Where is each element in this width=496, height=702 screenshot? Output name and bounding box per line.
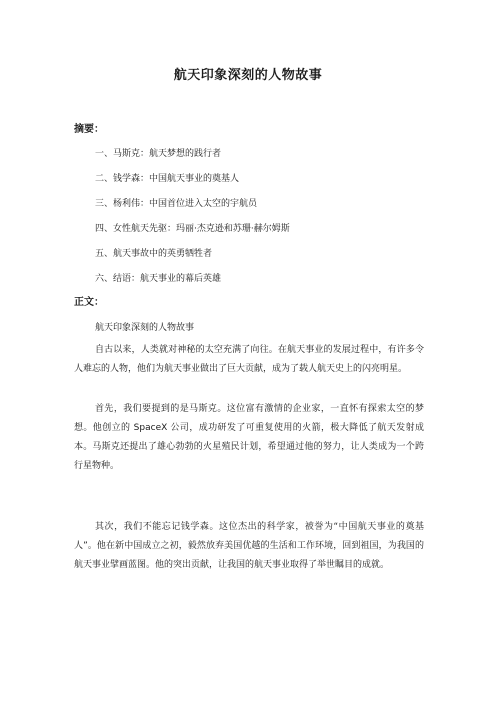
body-paragraph: 自古以来，人类就对神秘的太空充满了向往。在航天事业的发展过程中，有许多令人难忘的人物，他们为航天事业做出了巨大贡献，成为了载人航天史上的闪亮明星。: [74, 345, 424, 374]
body-paragraph: 首先，我们要提到的是马斯克。这位富有激情的企业家，一直怀有探索太空的梦想。他创立的 SpaceX 公司，成功研发了可重复使用的火箭，极大降低了航天发射成本。马斯克还提出了雄心勃勃的火星殖民计划，希望通过他的努力，让人类成为一个跨行星物种。: [74, 404, 424, 471]
body-paragraph: 其次，我们不能忘记钱学森。这位杰出的科学家，被誉为“中国航天事业的奠基人”。他在新中国成立之初，毅然放弃美国优越的生活和工作环境，回到祖国，为我国的航天事业擘画蓝图。他的突出贡献，让我国的航天事业取得了举世瞩目的成就。: [74, 522, 424, 570]
toc-item: 五、航天事故中的英勇牺牲者: [95, 249, 213, 259]
toc-item: 一、马斯克：航天梦想的践行者: [95, 149, 222, 159]
toc-item: 四、女性航天先驱：玛丽·杰克逊和苏珊·赫尔姆斯: [95, 224, 290, 234]
body-label: 正文：: [74, 297, 104, 308]
toc-item: 六、结语：航天事业的幕后英雄: [95, 274, 222, 284]
toc-item: 二、钱学森：中国航天事业的奠基人: [95, 174, 240, 184]
body-title: 航天印象深刻的人物故事: [95, 323, 195, 333]
document-title: 航天印象深刻的人物故事: [173, 68, 323, 83]
toc-item: 三、杨利伟：中国首位进入太空的宇航员: [95, 199, 258, 209]
abstract-label: 摘要：: [74, 124, 104, 135]
